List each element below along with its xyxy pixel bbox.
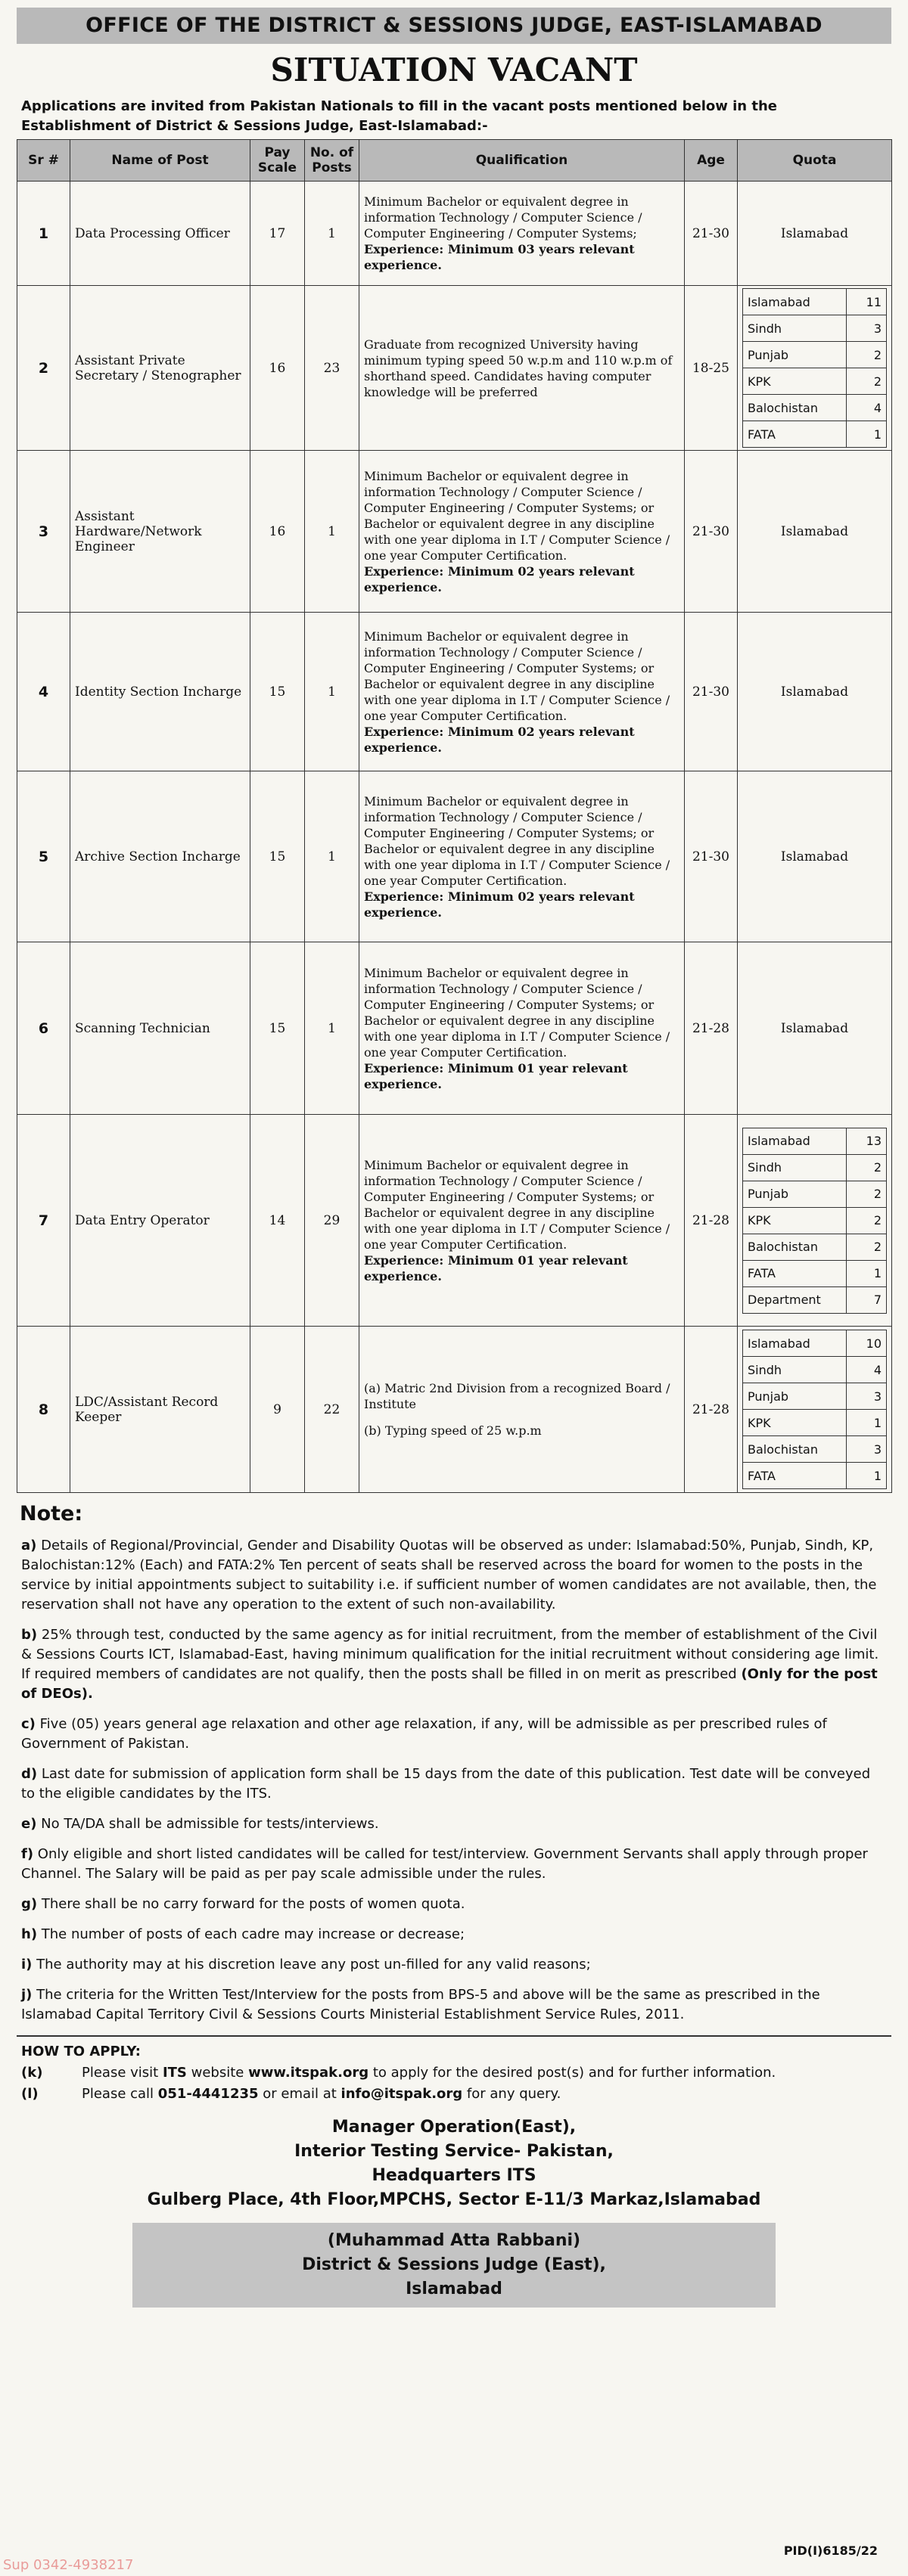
email-link[interactable]: info@itspak.org <box>340 2086 463 2102</box>
quota-region: Punjab <box>743 1181 847 1207</box>
experience-text: Experience: Minimum 02 years relevant experience. <box>364 563 635 594</box>
cell-sr: 3 <box>17 451 70 613</box>
how-to-apply-title: HOW TO APPLY: <box>21 2044 141 2059</box>
cell-age: 21-28 <box>685 942 738 1115</box>
quota-region: KPK <box>743 1207 847 1234</box>
cell-no-of-posts: 1 <box>305 771 359 942</box>
table-row <box>17 1327 892 1493</box>
cell-no-of-posts: 1 <box>305 182 359 286</box>
cell-no-of-posts: 1 <box>305 613 359 771</box>
qualification-text: (a) Matric 2nd Division from a recognized Board / Institute <box>364 1381 670 1411</box>
cell-no-of-posts: 1 <box>305 451 359 613</box>
phone-number[interactable]: 051-4441235 <box>157 2086 259 2102</box>
note-text: Five (05) years general age relaxation and other age relaxation, if any, will be admissible as per prescribed rules of Government of Pakistan. <box>21 1716 827 1752</box>
quota-region: FATA <box>743 421 847 448</box>
quota-row <box>743 1383 887 1410</box>
quota-region: Islamabad <box>743 289 847 315</box>
quota-row <box>743 1357 887 1383</box>
quota-table <box>742 1128 887 1314</box>
note-label: j) <box>21 1987 33 2003</box>
its-website-link[interactable]: www.itspak.org <box>248 2065 369 2081</box>
quota-row <box>743 342 887 368</box>
experience-text: Experience: Minimum 03 years relevant experience. <box>364 242 635 272</box>
note-label: c) <box>21 1716 36 1732</box>
note-item <box>21 1715 887 1754</box>
quota-count: 2 <box>847 368 887 395</box>
note-item <box>21 1895 887 1914</box>
cell-post-name: LDC/Assistant Record Keeper <box>70 1327 250 1493</box>
note-text: The authority may at his discretion leave any post un-filled for any valid reasons; <box>36 1957 591 1972</box>
watermark-text: Sup 0342-4938217 <box>3 2557 134 2573</box>
signatory-title: District & Sessions Judge (East), <box>302 2255 606 2274</box>
experience-text: Experience: Minimum 01 year relevant experience. <box>364 1060 628 1091</box>
note-text: 25% through test, conducted by the same agency as for initial recruitment, from the member of establishment of the Civil & Sessions Courts ICT, Islamabad-East, having minimum qualification for the initial recruitment without considering age limit. If required members of candidates are not qualify, then the posts shall be filled in on merit as prescribed <box>21 1627 879 1682</box>
cell-pay-scale: 14 <box>250 1115 305 1327</box>
note-item <box>21 1845 887 1884</box>
col-header-sr: Sr # <box>17 140 70 182</box>
cell-age: 21-28 <box>685 1115 738 1327</box>
quota-count: 2 <box>847 342 887 368</box>
cell-post-name: Assistant Hardware/Network Engineer <box>70 451 250 613</box>
l-mid: or email at <box>258 2086 341 2102</box>
quota-row <box>743 289 887 315</box>
col-header-qualification: Qualification <box>359 140 685 182</box>
quota-row <box>743 1234 887 1260</box>
note-label: i) <box>21 1957 33 1972</box>
qualification-text: Minimum Bachelor or equivalent degree in information Technology / Computer Science / Computer Engineering / Computer Systems; or Bachelor or equivalent degree in any discipline with one year diploma in I.T / Computer Science / one year Computer Certification. <box>364 1157 670 1252</box>
note-text: There shall be no carry forward for the posts of women quota. <box>41 1896 465 1912</box>
experience-text: Experience: Minimum 02 years relevant experience. <box>364 889 635 920</box>
quota-row <box>743 1410 887 1436</box>
table-header-row <box>17 140 892 182</box>
quota-row <box>743 421 887 448</box>
quota-row <box>743 368 887 395</box>
how-to-apply-section <box>17 2035 891 2109</box>
note-label: g) <box>21 1896 38 1912</box>
note-heading: Note: <box>20 1502 83 1525</box>
cell-no-of-posts: 22 <box>305 1327 359 1493</box>
note-item <box>21 1814 887 1834</box>
cell-qualification <box>359 286 685 451</box>
cell-post-name: Archive Section Incharge <box>70 771 250 942</box>
address-line-1: Manager Operation(East), <box>331 2118 577 2137</box>
cell-age: 21-28 <box>685 1327 738 1493</box>
cell-sr: 5 <box>17 771 70 942</box>
cell-quota <box>738 1327 892 1493</box>
signatory-city: Islamabad <box>406 2280 502 2298</box>
note-label: b) <box>21 1627 38 1643</box>
k-post: to apply for the desired post(s) and for further information. <box>368 2065 776 2081</box>
cell-qualification <box>359 451 685 613</box>
how-to-apply-l-text <box>82 2084 561 2105</box>
table-row <box>17 942 892 1115</box>
note-item <box>21 1955 887 1975</box>
cell-qualification <box>359 613 685 771</box>
quota-region: FATA <box>743 1260 847 1286</box>
quota-region: Balochistan <box>743 1234 847 1260</box>
quota-count: 1 <box>847 421 887 448</box>
quota-region: Sindh <box>743 1154 847 1181</box>
note-text: No TA/DA shall be admissible for tests/interviews. <box>41 1816 379 1832</box>
cell-quota: Islamabad <box>738 771 892 942</box>
cell-age: 21-30 <box>685 451 738 613</box>
quota-count: 4 <box>847 395 887 421</box>
signature-block <box>132 2223 776 2308</box>
quota-table <box>742 1330 887 1489</box>
experience-text: Experience: Minimum 02 years relevant experience. <box>364 724 635 755</box>
how-to-apply-k-label: (k) <box>21 2065 43 2081</box>
quota-region: Balochistan <box>743 1436 847 1463</box>
quota-region: Sindh <box>743 1357 847 1383</box>
cell-quota: Islamabad <box>738 451 892 613</box>
cell-pay-scale: 9 <box>250 1327 305 1493</box>
cell-qualification <box>359 1115 685 1327</box>
how-to-apply-l <box>21 2084 887 2105</box>
table-row <box>17 613 892 771</box>
pid-number: PID(I)6185/22 <box>783 2543 878 2558</box>
quota-region: FATA <box>743 1463 847 1489</box>
cell-age: 21-30 <box>685 771 738 942</box>
l-post: for any query. <box>462 2086 561 2102</box>
quota-row <box>743 1260 887 1286</box>
note-item <box>21 1764 887 1804</box>
quota-region: KPK <box>743 1410 847 1436</box>
quota-count: 1 <box>847 1260 887 1286</box>
quota-count: 1 <box>847 1410 887 1436</box>
quota-row <box>743 1181 887 1207</box>
note-label: a) <box>21 1538 37 1553</box>
quota-count: 13 <box>847 1128 887 1154</box>
table-row <box>17 182 892 286</box>
office-title: OFFICE OF THE DISTRICT & SESSIONS JUDGE, EAST-ISLAMABAD <box>17 8 891 44</box>
note-text: Only eligible and short listed candidates will be called for test/interview. Government Servants shall apply through proper Channel. The Salary will be paid as per pay scale admissible under the rules. <box>21 1846 868 1882</box>
quota-region: KPK <box>743 368 847 395</box>
note-bold-text: (Only for the post of DEOs). <box>21 1666 878 1702</box>
cell-post-name: Identity Section Incharge <box>70 613 250 771</box>
qualification-text: Minimum Bachelor or equivalent degree in information Technology / Computer Science / Computer Engineering / Computer Systems; <box>364 194 642 241</box>
qualification-text: Graduate from recognized University having minimum typing speed 50 w.p.m and 110 w.p.m of shorthand speed. Candidates having computer knowledge will be preferred <box>364 337 673 399</box>
notes-list <box>17 1536 891 2025</box>
address-line-3: Headquarters ITS <box>372 2166 536 2185</box>
qualification-text: Minimum Bachelor or equivalent degree in information Technology / Computer Science / Computer Engineering / Computer Systems; or Bachelor or equivalent degree in any discipline with one year diploma in I.T / Computer Science / one year Computer Certification. <box>364 793 670 888</box>
note-text: The criteria for the Written Test/Interview for the posts from BPS-5 and above will be the same as prescribed in the Islamabad Capital Territory Civil & Sessions Courts Ministerial Establishment Service Rules, 2011. <box>21 1987 820 2022</box>
quota-count: 3 <box>847 1436 887 1463</box>
cell-no-of-posts: 29 <box>305 1115 359 1327</box>
signatory-name: (Muhammad Atta Rabbani) <box>327 2231 581 2250</box>
cell-quota <box>738 286 892 451</box>
cell-sr: 8 <box>17 1327 70 1493</box>
cell-quota: Islamabad <box>738 942 892 1115</box>
quota-count: 2 <box>847 1154 887 1181</box>
cell-post-name: Assistant Private Secretary / Stenographer <box>70 286 250 451</box>
quota-count: 11 <box>847 289 887 315</box>
qualification-text: Minimum Bachelor or equivalent degree in information Technology / Computer Science / Computer Engineering / Computer Systems; or Bachelor or equivalent degree in any discipline with one year diploma in I.T / Computer Science / one year Computer Certification. <box>364 628 670 723</box>
cell-qualification <box>359 771 685 942</box>
cell-quota <box>738 1115 892 1327</box>
quota-region: Punjab <box>743 342 847 368</box>
cell-sr: 2 <box>17 286 70 451</box>
posts-table-body <box>17 182 892 1493</box>
cell-pay-scale: 17 <box>250 182 305 286</box>
cell-qualification <box>359 1327 685 1493</box>
cell-pay-scale: 16 <box>250 451 305 613</box>
qualification-text: Minimum Bachelor or equivalent degree in information Technology / Computer Science / Computer Engineering / Computer Systems; or Bachelor or equivalent degree in any discipline with one year diploma in I.T / Computer Science / one year Computer Certification. <box>364 468 670 563</box>
quota-count: 10 <box>847 1330 887 1357</box>
quota-region: Sindh <box>743 315 847 342</box>
qualification-text: Minimum Bachelor or equivalent degree in information Technology / Computer Science / Computer Engineering / Computer Systems; or Bachelor or equivalent degree in any discipline with one year diploma in I.T / Computer Science / one year Computer Certification. <box>364 965 670 1060</box>
table-row <box>17 451 892 613</box>
qualification-text-2: (b) Typing speed of 25 w.p.m <box>364 1423 542 1438</box>
cell-no-of-posts: 23 <box>305 286 359 451</box>
cell-age: 18-25 <box>685 286 738 451</box>
cell-sr: 4 <box>17 613 70 771</box>
quota-count: 1 <box>847 1463 887 1489</box>
col-header-age: Age <box>685 140 738 182</box>
quota-row <box>743 395 887 421</box>
quota-region: Punjab <box>743 1383 847 1410</box>
cell-sr: 7 <box>17 1115 70 1327</box>
address-line-4: Gulberg Place, 4th Floor,MPCHS, Sector E-11/3 Markaz,Islamabad <box>147 2190 761 2209</box>
cell-qualification <box>359 182 685 286</box>
col-header-scale: Pay Scale <box>250 140 305 182</box>
how-to-apply-k <box>21 2062 887 2084</box>
advertisement-page <box>17 8 891 2308</box>
cell-sr: 6 <box>17 942 70 1115</box>
quota-row <box>743 315 887 342</box>
cell-post-name: Scanning Technician <box>70 942 250 1115</box>
quota-count: 4 <box>847 1357 887 1383</box>
k-pre: Please visit <box>82 2065 163 2081</box>
note-label: e) <box>21 1816 37 1832</box>
cell-no-of-posts: 1 <box>305 942 359 1115</box>
experience-text: Experience: Minimum 01 year relevant experience. <box>364 1252 628 1283</box>
quota-row <box>743 1286 887 1313</box>
quota-row <box>743 1436 887 1463</box>
l-pre: Please call <box>82 2086 158 2102</box>
cell-pay-scale: 15 <box>250 942 305 1115</box>
quota-count: 7 <box>847 1286 887 1313</box>
note-item <box>21 1625 887 1704</box>
cell-pay-scale: 15 <box>250 613 305 771</box>
quota-count: 3 <box>847 315 887 342</box>
cell-sr: 1 <box>17 182 70 286</box>
note-item <box>21 1985 887 2025</box>
its-name: ITS <box>162 2065 187 2081</box>
quota-region: Department <box>743 1286 847 1313</box>
cell-pay-scale: 16 <box>250 286 305 451</box>
cell-qualification <box>359 942 685 1115</box>
table-row <box>17 771 892 942</box>
quota-region: Islamabad <box>743 1330 847 1357</box>
address-block <box>17 2115 891 2212</box>
quota-count: 2 <box>847 1234 887 1260</box>
note-label: h) <box>21 1926 38 1942</box>
quota-region: Islamabad <box>743 1128 847 1154</box>
address-line-2: Interior Testing Service- Pakistan, <box>294 2142 614 2161</box>
quota-row <box>743 1128 887 1154</box>
quota-row <box>743 1207 887 1234</box>
quota-row <box>743 1463 887 1489</box>
cell-age: 21-30 <box>685 182 738 286</box>
note-text: Details of Regional/Provincial, Gender and Disability Quotas will be observed as under: Islamabad:50%, Punjab, Sindh, KP, Balochistan:12% (Each) and FATA:2% Ten percent of seats shall be reserved across the board for women to the posts in the service by initial appointments subject to suitability i.e. if sufficient number of women candidates are not available, then, the reservation shall not have any operation to the extent of such non-availability. <box>21 1538 877 1612</box>
note-item <box>21 1536 887 1615</box>
note-label: d) <box>21 1766 38 1782</box>
col-header-quota: Quota <box>738 140 892 182</box>
quota-region: Balochistan <box>743 395 847 421</box>
how-to-apply-k-text <box>82 2062 776 2084</box>
quota-count: 3 <box>847 1383 887 1410</box>
note-text: The number of posts of each cadre may increase or decrease; <box>41 1926 465 1942</box>
how-to-apply-l-label: (l) <box>21 2086 39 2102</box>
cell-post-name: Data Entry Operator <box>70 1115 250 1327</box>
intro-text: Applications are invited from Pakistan Nationals to fill in the vacant posts mentioned below in the Establishment of District & Sessions Judge, East-Islamabad:- <box>21 98 777 134</box>
quota-count: 2 <box>847 1207 887 1234</box>
table-row <box>17 1115 892 1327</box>
quota-table <box>742 288 887 448</box>
note-label: f) <box>21 1846 34 1862</box>
cell-post-name: Data Processing Officer <box>70 182 250 286</box>
quota-row <box>743 1330 887 1357</box>
quota-count: 2 <box>847 1181 887 1207</box>
k-mid: website <box>186 2065 249 2081</box>
note-text: Last date for submission of application form shall be 15 days from the date of this publication. Test date will be conveyed to the eligible candidates by the ITS. <box>21 1766 871 1802</box>
cell-quota: Islamabad <box>738 613 892 771</box>
posts-table <box>17 139 892 1493</box>
col-header-post: Name of Post <box>70 140 250 182</box>
table-row <box>17 286 892 451</box>
quota-row <box>743 1154 887 1181</box>
col-header-posts: No. of Posts <box>305 140 359 182</box>
page-title: SITUATION VACANT <box>270 51 638 88</box>
note-item <box>21 1925 887 1944</box>
cell-quota: Islamabad <box>738 182 892 286</box>
cell-age: 21-30 <box>685 613 738 771</box>
cell-pay-scale: 15 <box>250 771 305 942</box>
